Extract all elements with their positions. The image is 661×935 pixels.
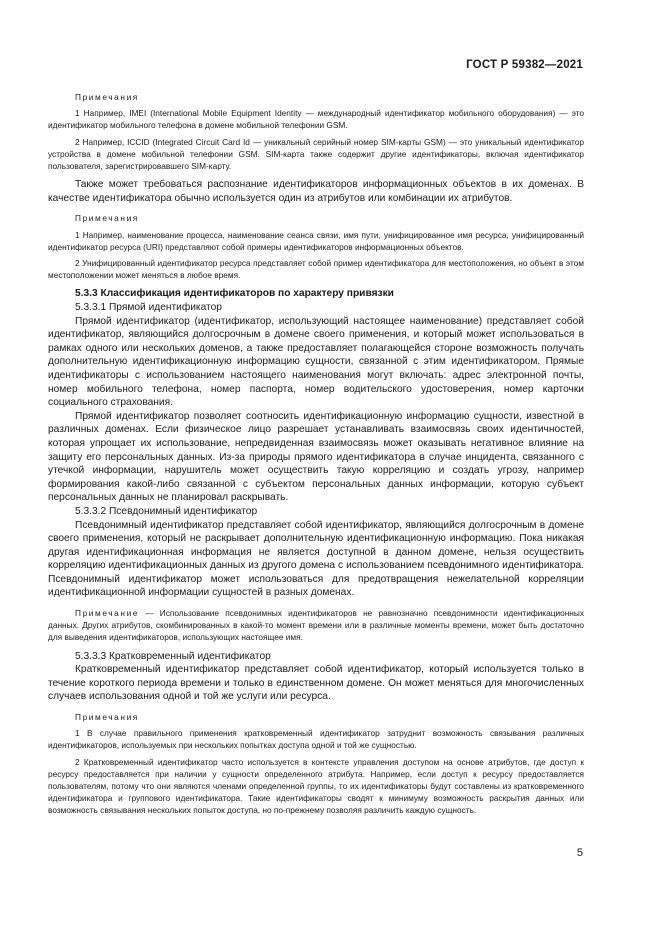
page-content (48, 91, 584, 817)
note-text: — Использование псевдонимных идентификаторов не равнозначно псевдонимности идентификационных данных. Других атрибутов, скомбинированных в какой-то момент времени или в различные моменты времени, может быть достаточно для выведения идентификаторов, использующих настоящее имя. (48, 608, 584, 643)
note-item: 1 Например, наименование процесса, наименование сеанса связи, имя пути, унифицированное имя ресурса, унифицированный идентификатор ресурса (URI) представляют собой примеры идентификаторов информационных объектов. (48, 229, 584, 252)
subsection-title: 5.3.3.1 Прямой идентификатор (75, 302, 222, 314)
notes-title: Примечания (75, 92, 139, 102)
note-item: 1 Например, IMEI (International Mobile Equipment Identity — международный идентификатор мобильного оборудования) — это идентификатор мобильного телефона в домене мобильной телефонии GSM. (48, 108, 584, 131)
body-paragraph: Псевдонимный идентификатор представляет собой идентификатор, являющийся долгосрочным в домене своего применения, который не раскрывает дополнительную идентификационную информацию. Пока никакая другая идентификационная информация не является доступной в данном домене, нельзя осуществить корреляцию идентификационных данных из другого домена с использованием псевдонимного идентификатора. Псевдонимный идентификатор может использоваться для предотвращения нежелательной корреляции идентификационной информации сущностей в разных доменах. (48, 519, 584, 599)
body-paragraph: Прямой идентификатор (идентификатор, использующий настоящее наименование) представляет собой идентификатор, являющийся долгосрочным в домене своего применения, и который может использоваться в рамках одного или нескольких доменов, а также предоставляет полагающейся стороне возможность получать дополнительную идентификационную информацию сущности, связанной с этим идентификатором. Прямые идентификаторы с использованием настоящего наименования могут включать: адрес электронной почты, номер мобильного телефона, номер паспорта, номер водительского удостоверения, номер карточки социального страхования. (48, 315, 584, 409)
notes-title: Примечания (75, 712, 139, 723)
body-paragraph: Кратковременный идентификатор представляет собой идентификатор, который используется только в течение короткого периода времени и только в единственном домене. Он может меняться для многочисленных случаев использования одной и той же услуги или ресурса. (48, 664, 584, 703)
note-label: Примечание (75, 608, 140, 619)
body-paragraph: Также может требоваться распознание идентификаторов информационных объектов в их доменах. В качестве идентификатора обычно используется один из атрибутов или комбинации их атрибутов. (48, 179, 584, 204)
section-heading: 5.3.3 Классификация идентификаторов по характеру привязки (75, 288, 394, 300)
note-item: 1 В случае правильного применения кратковременный идентификатор затруднит возможность связывания различных идентификаторов, используемых при нескольких попытках доступа одной и той же сущностью. (48, 728, 584, 751)
body-paragraph: Прямой идентификатор позволяет соотносить идентификационную информацию сущности, известной в различных доменах. Если физическое лицо разрешает устанавливать взаимосвязь своих идентичностей, которая упрощает их использование, непредвиденная взаимосвязь может оказывать негативное влияние на защиту его персональных данных. Из-за природы прямого идентификатора в случае инцидента, связанного с утечкой информации, нарушитель может осуществить такую корреляцию и создать угрозу, например формирования какой-либо связанной с субъектом персональных данных информации, которую субъект персональных данных не планировал раскрывать. (48, 410, 584, 504)
note-item: 2 Унифицированный идентификатор ресурса представляет собой пример идентификатора для местоположения, но объект в этом местоположении может меняться в любое время. (48, 258, 584, 281)
note-single (48, 607, 584, 644)
notes-title: Примечания (75, 213, 139, 224)
note-item: 2 Кратковременный идентификатор часто используется в контексте управления доступом на основе атрибутов, где доступ к ресурсу предоставляется при наличии у сущности определенного атрибута. Например, если доступ к ресурсу предоставляется пользователям, потому что они являются членами определенной группы, то их идентификаторы будут составлены из кратковременного идентификатора и группового идентификатора. Такие идентификаторы сводят к минимуму возможность раскрытия данных или возможность связывания нескольких попыток доступа, но по-прежнему позволяя различить каждую сущность. (48, 756, 584, 816)
note-item: 2 Например, ICCID (Integrated Circuit Card Id — уникальный серийный номер SIM-карты GSM) — это уникальный идентификатор устройства в домене мобильной телефонии GSM. SIM-карта также содержит другие идентификаторы, включая идентификатор пользователя, зарегистрировавшего SIM-карту. (48, 136, 584, 172)
page-number: 5 (576, 847, 583, 859)
subsection-title: 5.3.3.3 Кратковременный идентификатор (75, 650, 271, 662)
standard-designation: ГОСТ Р 59382—2021 (466, 59, 583, 71)
subsection-title: 5.3.3.2 Псевдонимный идентификатор (75, 505, 258, 517)
